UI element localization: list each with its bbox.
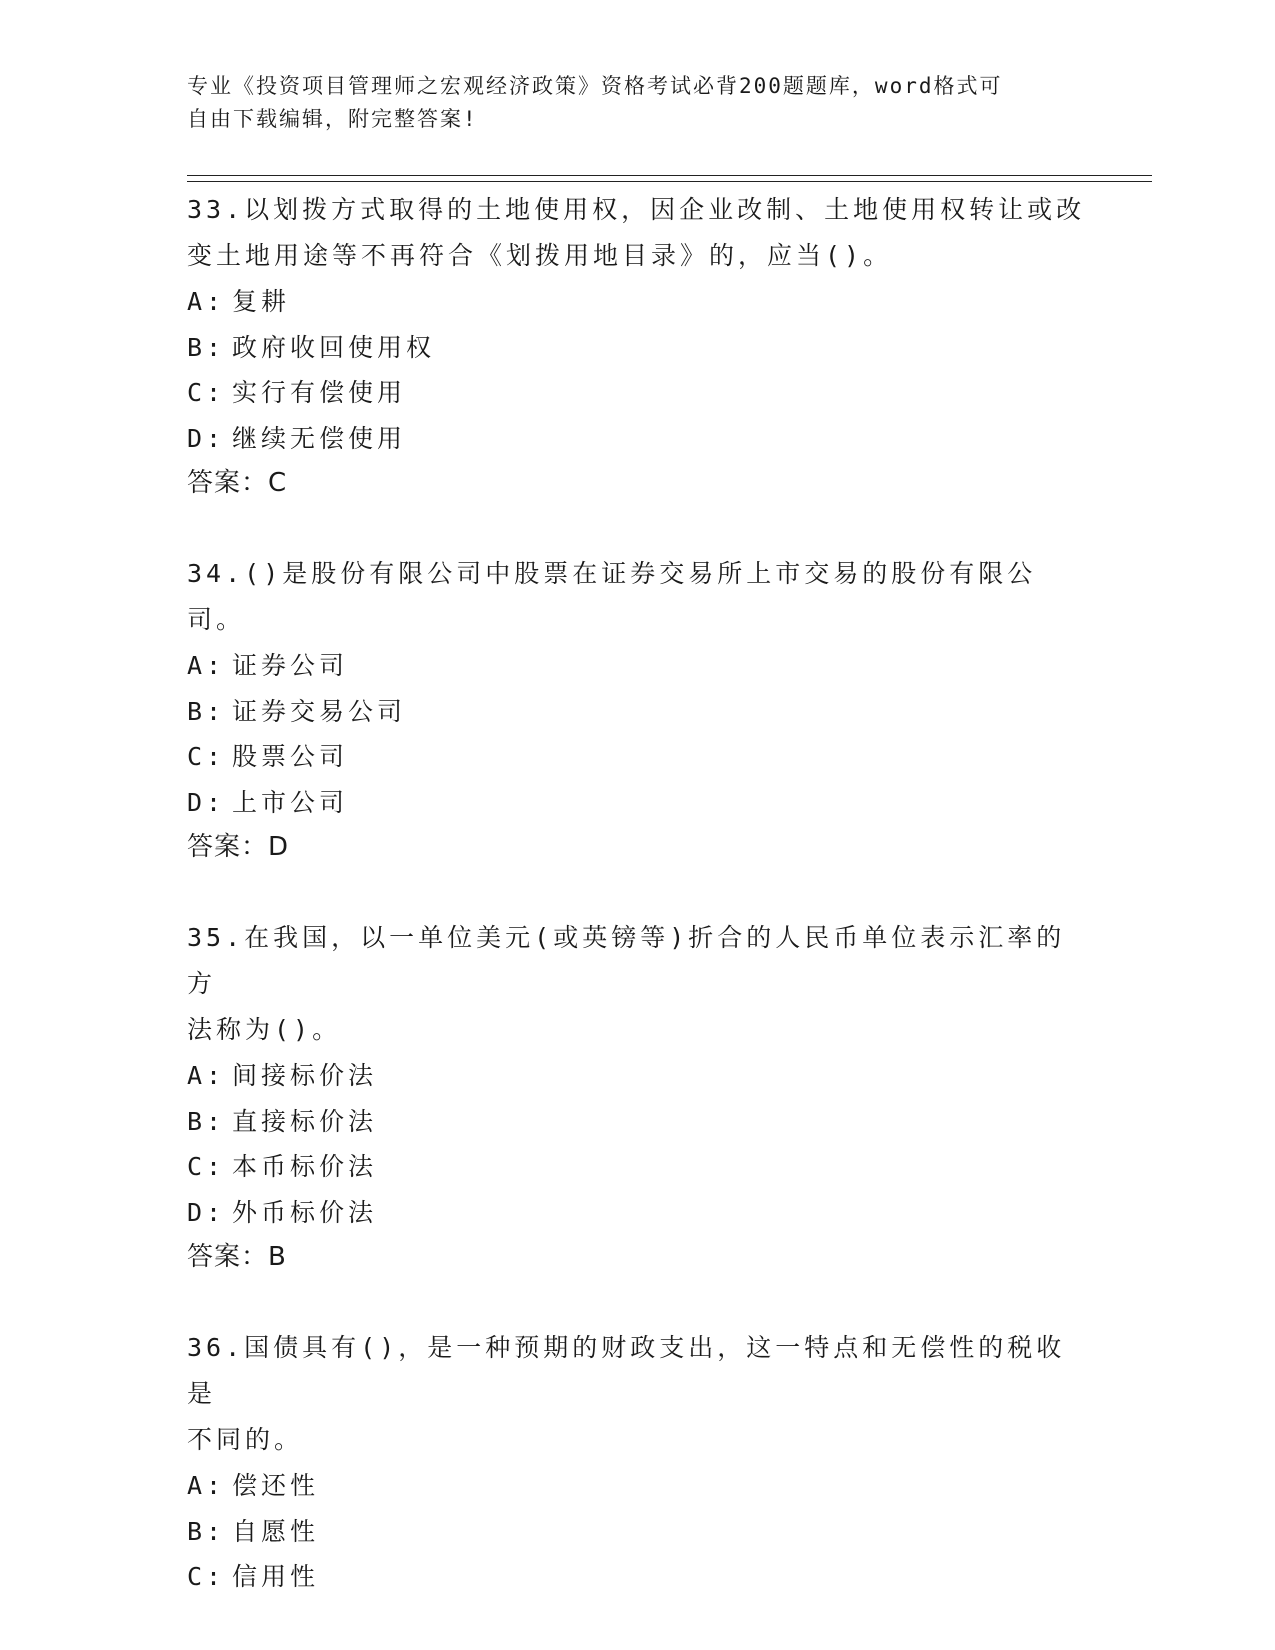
option-a: [187, 1053, 1087, 1099]
header-divider-top: [187, 175, 1152, 176]
header-divider-bottom: [187, 181, 1152, 182]
option-b: [187, 689, 1087, 735]
option-c: [187, 370, 1087, 416]
answer-line: 答案：C: [187, 468, 288, 498]
option-text: 间接标价法: [232, 1061, 378, 1090]
answer-line: 答案：D: [187, 832, 290, 862]
option-b: [187, 325, 1087, 371]
option-letter: D:: [187, 423, 226, 453]
option-letter: D:: [187, 1197, 226, 1227]
option-letter: C:: [187, 1152, 226, 1181]
option-text: 证券交易公司: [232, 696, 407, 726]
header-line-2: 自由下载编辑，附完整答案!: [187, 107, 478, 131]
header-line-1: 专业《投资项目管理师之宏观经济政策》资格考试必背200题题库，word格式可: [187, 74, 1003, 98]
option-text: 继续无偿使用: [232, 423, 407, 453]
question-stem: 35.在我国，以一单位美元(或英镑等)折合的人民币单位表示汇率的方: [187, 923, 1066, 998]
option-letter: A:: [187, 651, 226, 680]
option-letter: A:: [187, 287, 226, 316]
option-letter: A:: [187, 1471, 226, 1500]
option-letter: C:: [187, 742, 226, 771]
option-text: 偿还性: [232, 1471, 320, 1500]
option-b: [187, 1509, 1087, 1555]
question-stem: 34.()是股份有限公司中股票在证券交易所上市交易的股份有限公司。: [187, 559, 1037, 634]
question-stem-continued: 不同的。: [187, 1425, 304, 1454]
option-text: 实行有偿使用: [232, 378, 407, 407]
question-34: [187, 551, 1087, 870]
option-a: [187, 1463, 1087, 1509]
option-a: [187, 279, 1087, 325]
option-letter: C:: [187, 1562, 226, 1591]
option-text: 外币标价法: [232, 1197, 378, 1227]
option-text: 证券公司: [232, 651, 349, 680]
question-stem: 33.以划拨方式取得的土地使用权，因企业改制、土地使用权转让或改: [187, 195, 1086, 224]
option-text: 复耕: [232, 287, 291, 316]
question-list: [187, 187, 1087, 1645]
option-text: 政府收回使用权: [232, 332, 436, 362]
question-33: [187, 187, 1087, 506]
option-c: [187, 734, 1087, 780]
question-stem: 36.国债具有()，是一种预期的财政支出，这一特点和无偿性的税收是: [187, 1333, 1066, 1408]
option-text: 信用性: [232, 1562, 320, 1591]
question-stem-continued: 法称为()。: [187, 1015, 342, 1044]
document-header: [187, 70, 1067, 136]
option-b: [187, 1099, 1087, 1145]
question-35: [187, 915, 1087, 1280]
option-text: 上市公司: [232, 787, 349, 817]
option-letter: B:: [187, 1106, 226, 1136]
answer-line: 答案：B: [187, 1242, 287, 1272]
option-letter: B:: [187, 1516, 226, 1546]
option-letter: C:: [187, 378, 226, 407]
option-letter: D:: [187, 787, 226, 817]
option-c: [187, 1144, 1087, 1190]
option-d: [187, 780, 1087, 826]
option-text: 自愿性: [232, 1516, 320, 1546]
option-d: [187, 416, 1087, 462]
question-stem-continued: 变土地用途等不再符合《划拨用地目录》的，应当()。: [187, 241, 893, 270]
question-36: [187, 1325, 1087, 1600]
option-text: 直接标价法: [232, 1106, 378, 1136]
option-d: [187, 1190, 1087, 1236]
option-letter: B:: [187, 696, 226, 726]
option-letter: B:: [187, 332, 226, 362]
option-a: [187, 643, 1087, 689]
option-text: 股票公司: [232, 742, 349, 771]
option-text: 本币标价法: [232, 1152, 378, 1181]
option-c: [187, 1554, 1087, 1600]
option-letter: A:: [187, 1061, 226, 1090]
